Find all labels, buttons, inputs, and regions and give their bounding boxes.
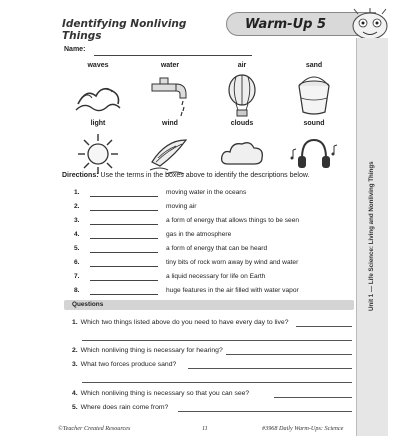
picture-label: sand [305, 62, 323, 69]
item-number: 3. [74, 217, 80, 224]
sand-bucket-icon [290, 74, 338, 118]
item-description: a form of energy that allows things to be seen [166, 217, 300, 224]
picture-air [206, 62, 278, 122]
hot-air-balloon-icon [218, 74, 266, 118]
answer-line[interactable] [82, 340, 352, 341]
question-text: What two forces produce sand? [80, 361, 177, 368]
question-number: 1. [72, 319, 78, 326]
answer-line[interactable] [188, 368, 352, 369]
waves-icon [74, 74, 122, 118]
question-item [72, 404, 168, 411]
answer-blank[interactable] [90, 252, 158, 253]
question-number: 4. [72, 390, 78, 397]
directions [62, 172, 309, 179]
page-title: Identifying Nonliving Things [62, 18, 187, 42]
question-text: Which two things listed above do you need to have every day to live? [80, 319, 289, 326]
answer-blank[interactable] [90, 280, 158, 281]
page-number: 11 [202, 425, 208, 432]
question-number: 3. [72, 361, 78, 368]
picture-label: wind [162, 120, 178, 127]
question-number: 2. [72, 347, 78, 354]
answer-blank[interactable] [90, 238, 158, 239]
picture-waves [62, 62, 134, 122]
item-description: huge features in the air filled with water vapor [166, 287, 299, 294]
picture-label: waves [87, 62, 109, 69]
answer-blank[interactable] [90, 266, 158, 267]
item-number: 2. [74, 203, 80, 210]
headphones-icon [290, 132, 338, 176]
sun-icon [74, 132, 122, 176]
item-description: tiny bits of rock worn away by wind and water [166, 259, 299, 266]
faucet-icon [146, 74, 194, 118]
item-description: a form of energy that can be heard [166, 245, 268, 252]
question-text: Which nonliving thing is necessary so that you can see? [80, 390, 250, 397]
worksheet-page [8, 6, 392, 439]
questions-heading: Questions [72, 301, 104, 308]
question-text: Which nonliving thing is necessary for hearing? [80, 347, 223, 354]
question-item [72, 390, 249, 397]
picture-label: air [237, 62, 247, 69]
mascot-icon [350, 8, 390, 42]
picture-water [134, 62, 206, 122]
item-number: 4. [74, 231, 80, 238]
question-item [72, 319, 288, 326]
picture-sound [278, 120, 350, 180]
picture-clouds [206, 120, 278, 180]
answer-blank[interactable] [90, 196, 158, 197]
item-number: 8. [74, 287, 80, 294]
picture-label: light [90, 120, 106, 127]
item-number: 5. [74, 245, 80, 252]
answer-line[interactable] [296, 326, 352, 327]
item-number: 7. [74, 273, 80, 280]
picture-label: clouds [230, 120, 254, 127]
footer-copyright: ©Teacher Created Resources [58, 425, 131, 432]
wind-icon [146, 132, 194, 176]
question-item [72, 347, 223, 354]
item-description: moving water in the oceans [166, 189, 247, 196]
answer-blank[interactable] [90, 224, 158, 225]
answer-line[interactable] [82, 382, 352, 383]
cloud-icon [218, 132, 266, 176]
name-label: Name: [64, 46, 86, 53]
questions-bar [64, 300, 354, 310]
answer-blank[interactable] [90, 294, 158, 295]
question-number: 5. [72, 404, 78, 411]
question-text: Where does rain come from? [80, 404, 169, 411]
item-number: 6. [74, 259, 80, 266]
name-field[interactable] [94, 55, 252, 56]
footer-book-title: #3968 Daily Warm-Ups: Science [262, 425, 344, 432]
item-description: gas in the atmosphere [166, 231, 232, 238]
picture-label: sound [303, 120, 325, 127]
item-number: 1. [74, 189, 80, 196]
item-description: moving air [166, 203, 197, 210]
unit-label: Unit 1 — Life Science: Living and Nonliving Things [368, 161, 375, 311]
answer-line[interactable] [178, 411, 352, 412]
picture-wind [134, 120, 206, 180]
question-item [72, 361, 176, 368]
picture-light [62, 120, 134, 180]
picture-sand [278, 62, 350, 122]
warm-up-label: Warm-Up 5 [245, 16, 327, 32]
item-description: a liquid necessary for life on Earth [166, 273, 266, 280]
answer-blank[interactable] [90, 210, 158, 211]
answer-line[interactable] [274, 397, 352, 398]
directions-lead: Directions: [62, 172, 99, 179]
answer-line[interactable] [226, 354, 352, 355]
picture-label: water [160, 62, 180, 69]
directions-text: Use the terms in the boxes above to identify the descriptions below. [100, 172, 310, 179]
